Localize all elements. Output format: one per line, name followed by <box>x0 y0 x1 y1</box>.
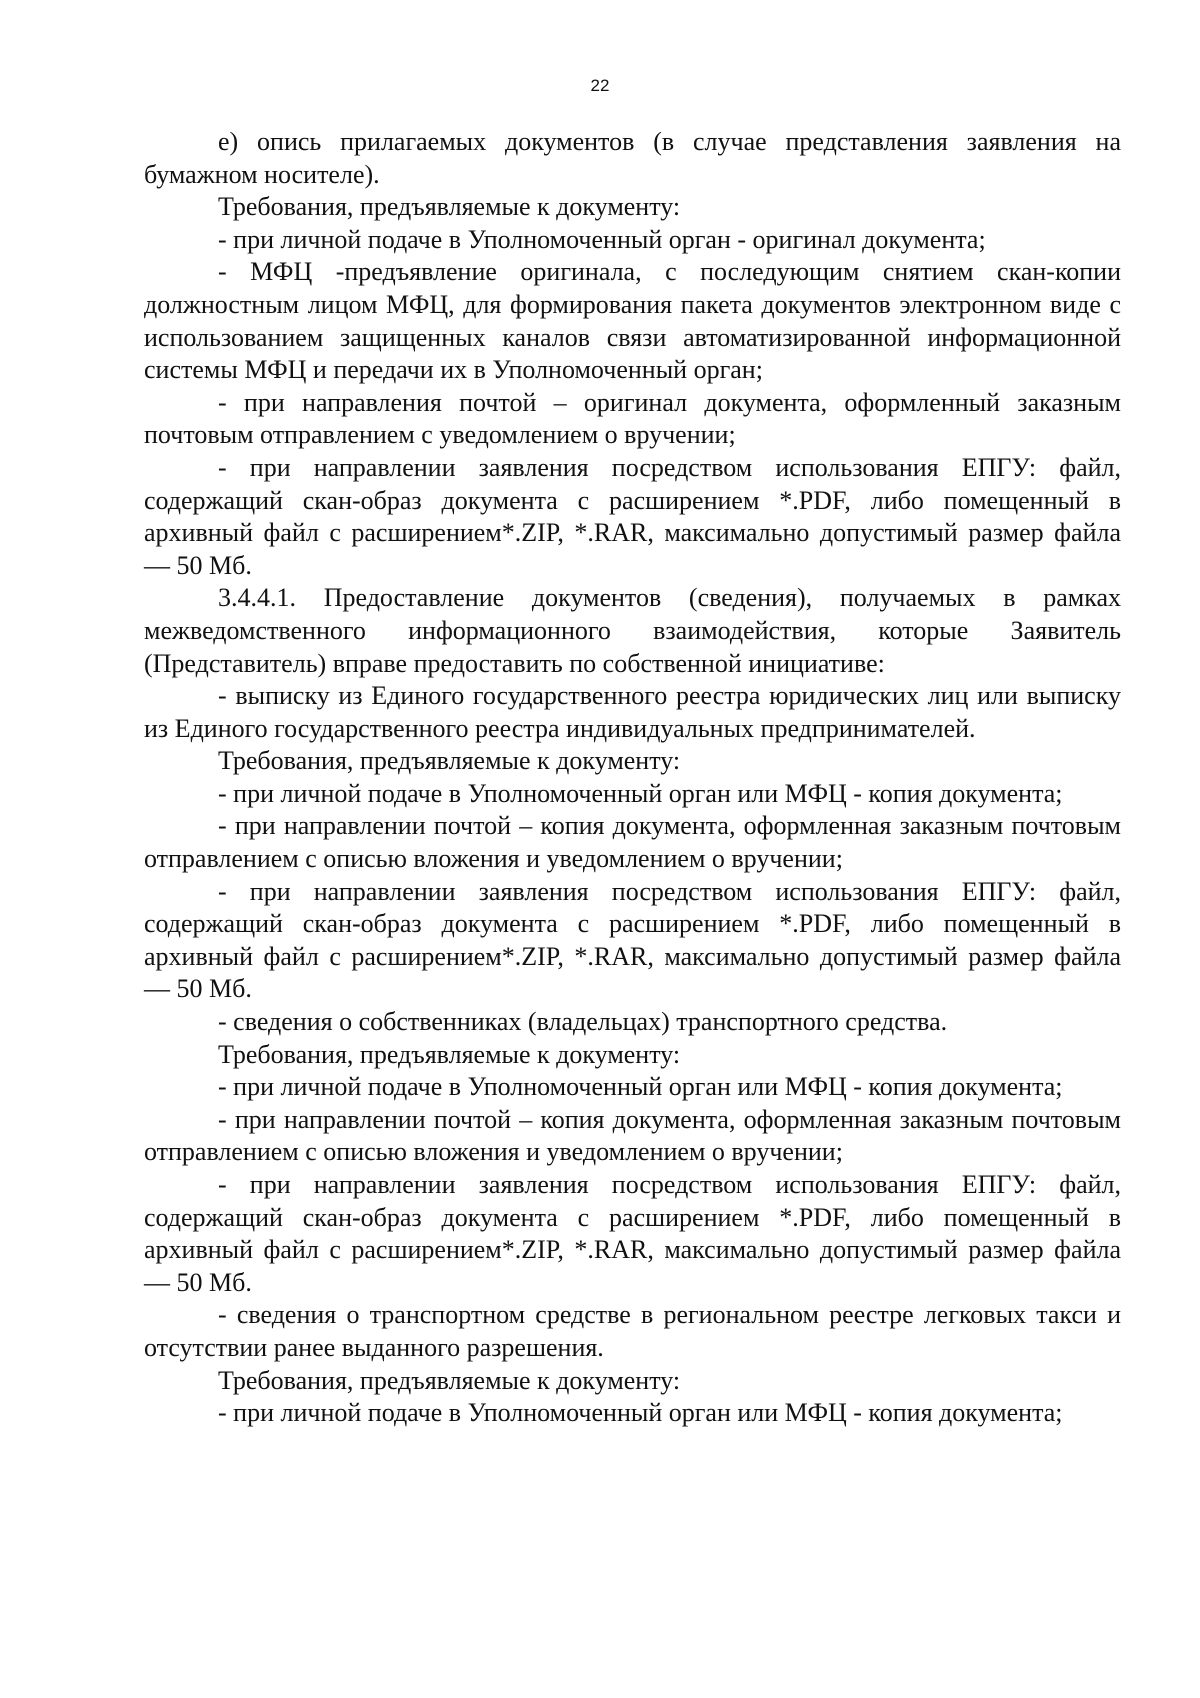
paragraph-vehicle-owners: - сведения о собственниках (владельцах) транспортного средства. <box>218 1007 948 1037</box>
paragraph-requirements-heading: Требования, предъявляемые к документу: <box>218 746 681 776</box>
document-body <box>144 126 1121 1430</box>
paragraph-mfc-submission: - МФЦ -предъявление оригинала, с последующим снятием скан-копии должностным лицом МФЦ, для формирования пакета документов электронном виде с использованием защищенных каналов связи автоматизированной информационной системы МФЦ и передачи их в Уполномоченный орган; <box>144 257 1121 385</box>
page-number: 22 <box>590 76 610 95</box>
paragraph-personal-submission: - при личной подаче в Уполномоченный орган - оригинал документа; <box>218 224 986 254</box>
paragraph-mail-submission: - при направления почтой – оригинал документа, оформленный заказным почтовым отправлением с уведомлением о вручении; <box>144 387 1121 450</box>
paragraph-epgu-submission: - при направлении заявления посредством использования ЕПГУ: файл, содержащий скан-образ документа с расширением *.PDF, либо помещенный в архивный файл с расширением*.ZIP, *.RAR, максимально допустимый размер файла — 50 Мб. <box>144 1170 1121 1297</box>
paragraph-requirements-heading: Требования, предъявляемые к документу: <box>218 192 681 222</box>
paragraph-mail-submission: - при направлении почтой – копия документа, оформленная заказным почтовым отправлением с описью вложения и уведомлением о вручении; <box>144 1104 1121 1167</box>
paragraph-personal-submission: - при личной подаче в Уполномоченный орган или МФЦ - копия документа; <box>218 1398 1063 1428</box>
paragraph-epgu-submission: - при направлении заявления посредством использования ЕПГУ: файл, содержащий скан-образ документа с расширением *.PDF, либо помещенный в архивный файл с расширением*.ZIP, *.RAR, максимально допустимый размер файла — 50 Мб. <box>144 452 1121 580</box>
paragraph-section-3-4-4-1: 3.4.4.1. Предоставление документов (сведения), получаемых в рамках межведомственного информационного взаимодействия, которые Заявитель (Представитель) вправе предоставить по собственной инициативе: <box>144 583 1121 678</box>
paragraph-taxi-registry: - сведения о транспортном средстве в региональном реестре легковых такси и отсутствии ранее выданного разрешения. <box>144 1300 1121 1362</box>
paragraph-personal-submission: - при личной подаче в Уполномоченный орган или МФЦ - копия документа; <box>218 778 1063 808</box>
paragraph-mail-submission: - при направлении почтой – копия документа, оформленная заказным почтовым отправлением с описью вложения и уведомлением о вручении; <box>144 811 1121 874</box>
paragraph-requirements-heading: Требования, предъявляемые к документу: <box>218 1039 681 1069</box>
paragraph-personal-submission: - при личной подаче в Уполномоченный орган или МФЦ - копия документа; <box>218 1072 1063 1102</box>
paragraph-epgu-submission: - при направлении заявления посредством использования ЕПГУ: файл, содержащий скан-образ документа с расширением *.PDF, либо помещенный в архивный файл с расширением*.ZIP, *.RAR, максимально допустимый размер файла — 50 Мб. <box>144 876 1121 1004</box>
paragraph-inventory: е) опись прилагаемых документов (в случае представления заявления на бумажном носителе). <box>144 127 1121 189</box>
paragraph-requirements-heading: Требования, предъявляемые к документу: <box>218 1365 681 1395</box>
paragraph-registry-extract: - выписку из Единого государственного реестра юридических лиц или выписку из Единого государственного реестра индивидуальных предпринимателей. <box>144 681 1121 743</box>
